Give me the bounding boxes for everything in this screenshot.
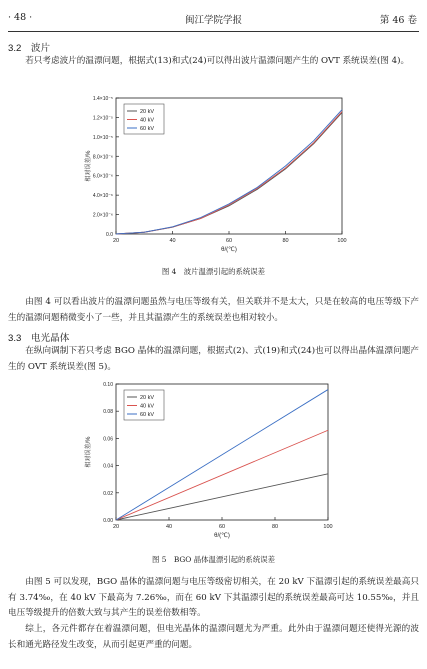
x-tick-label: 100: [323, 524, 333, 530]
series-line: [116, 474, 328, 520]
x-tick-label: 80: [282, 238, 289, 244]
x-axis-label: θ/(℃): [214, 533, 230, 539]
fig4-plot: [84, 96, 347, 253]
y-tick-label: 2.0×10⁻⁶: [92, 212, 113, 219]
figure-5-caption: 图 5 BGO 晶体温漂引起的系统误差: [151, 555, 275, 564]
x-tick-label: 20: [112, 524, 120, 530]
y-tick-label: 1.0×10⁻⁵: [92, 134, 113, 141]
x-tick-label: 20: [112, 238, 120, 244]
y-tick-label: 1.2×10⁻⁵: [92, 115, 113, 122]
paragraph-after-fig4: 由图 4 可以看出波片的温漂问题虽然与电压等级有关，但关联并不是太大，只是在较高的电压等级下产生的温漂问题稍微变小了一些，并且其温漂产生的系统误差也相对较小。: [8, 297, 419, 323]
figure-4-chart: [70, 92, 360, 258]
x-tick-label: 40: [165, 524, 173, 530]
summary-paragraph: 综上，各元件都存在着温漂问题，但电光晶体的温漂问题尤为严重。此外由于温漂问题还使得光源的波长和通光路径发生改变，从而引起更严重的问题。: [8, 624, 419, 650]
header-rule: [8, 31, 419, 32]
section-3-2-paragraph: 若只考虑波片的温漂问题，根据式(13)和式(24)可以得出波片温漂问题产生的 OVT 系统误差(图 4)。: [25, 56, 410, 66]
y-tick-label: 1.4×10⁻⁵: [92, 96, 113, 102]
y-axis-label: 相对误差/%: [86, 436, 92, 468]
legend-label: 40 kV: [140, 403, 155, 410]
y-axis-label: 相对误差/%: [86, 150, 92, 182]
x-tick-label: 40: [169, 238, 176, 244]
legend-label: 60 kV: [140, 412, 155, 418]
section-title-3-2: 3.2 波片: [8, 43, 51, 54]
y-tick-label: 0.00: [103, 518, 113, 524]
section-title-3-3: 3.3 电光晶体: [8, 333, 70, 344]
series-line: [116, 430, 328, 520]
figure-5-chart: [70, 380, 360, 548]
x-tick-label: 80: [271, 524, 279, 530]
y-tick-label: 0.02: [103, 490, 113, 497]
page-number: · 48 ·: [8, 12, 33, 23]
journal-title: 闽江学院学报: [184, 15, 242, 26]
y-tick-label: 0.08: [103, 409, 113, 416]
x-tick-label: 60: [218, 524, 226, 530]
y-tick-label: 0.04: [103, 463, 113, 470]
y-tick-label: 4.0×10⁻⁶: [92, 193, 113, 200]
paragraph-after-fig5: 由图 5 可以发现，BGO 晶体的温漂问题与电压等级密切相关，在 20 kV 下温漂引起的系统误差最高只有 3.74‰，在 40 kV 下最高为 7.26‰，而在 60 kV 下其温漂引起的系统误差最高可达 10.55‰，并且电压等级提升的倍数大致与其产生的误差倍数相等。: [8, 577, 419, 618]
figure-4-caption: 图 4 波片温漂引起的系统误差: [161, 267, 266, 276]
y-tick-label: 0.06: [103, 436, 113, 443]
section-3-3-paragraph: 在纵向调制下若只考虑 BGO 晶体的温漂问题，根据式(2)、式(19)和式(24)也可以得出晶体温漂问题产生的 OVT 系统误差(图 5)。: [8, 346, 419, 372]
x-axis-label: θ/(℃): [221, 247, 237, 253]
y-tick-label: 6.0×10⁻⁶: [92, 173, 113, 180]
legend-label: 20 kV: [140, 109, 155, 115]
legend-label: 40 kV: [140, 117, 155, 124]
y-tick-label: 0.10: [103, 382, 113, 388]
legend-label: 60 kV: [140, 126, 155, 132]
y-tick-label: 8.0×10⁻⁶: [92, 154, 113, 161]
x-tick-label: 100: [337, 238, 347, 244]
fig5-plot: [84, 382, 333, 539]
y-tick-label: 0.0: [106, 232, 113, 238]
legend-label: 20 kV: [140, 395, 155, 401]
x-tick-label: 60: [225, 238, 233, 244]
volume-label: 第 46 卷: [379, 15, 417, 26]
